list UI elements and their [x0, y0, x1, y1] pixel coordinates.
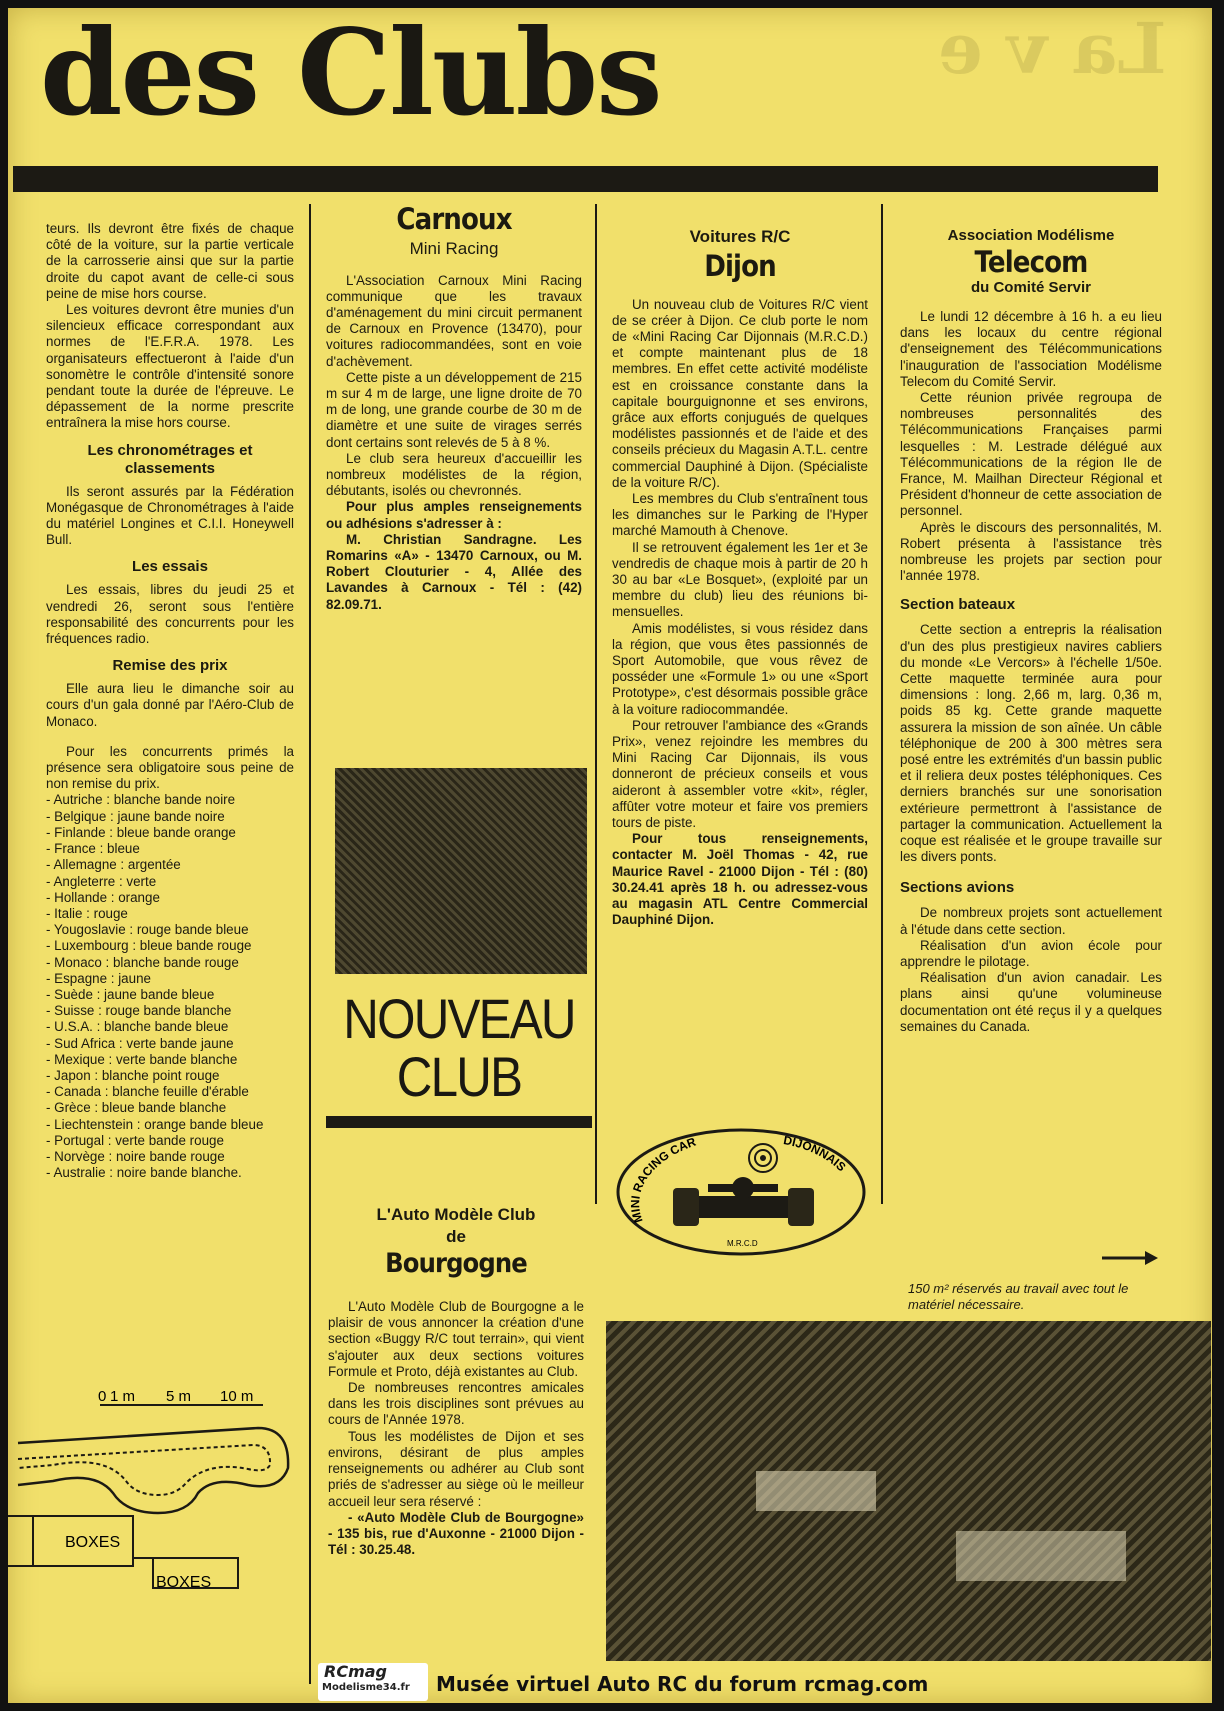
bleed-through-title: La v e [938, 8, 1167, 90]
section-heading-avions: Sections avions [900, 879, 1015, 897]
logo-line-2: Modelisme34.fr [322, 1682, 410, 1693]
country-colors-list [46, 792, 294, 1181]
column-rule-1 [309, 204, 311, 1684]
club-pre-title: L'Auto Modèle Club [376, 1205, 536, 1224]
contact-address: Pour tous renseignements, contacter M. Joël Thomas - 42, rue Maurice Ravel - 21000 Dijon - Tél : (80) 30.24.41 après 18 h. ou adressez-vous au magasin ATL Centre Commercial Dauphiné Dijon. [612, 831, 868, 928]
paragraph: Cette réunion privée regroupa de nombreuses personnalités des Télécommunications Françaises parmi lesquelles : M. Lestrade délégué aux Télécommunications de la région Ile de France, M. Mailhan Directeur Régional et Président d'honneur de cette association de personnel. [900, 389, 1162, 519]
list-item: - Espagne : jaune [46, 970, 151, 986]
paragraph: Il se retrouvent également les 1er et 3e vendredis de chaque mois à partir de 20 h 30 au bar «Le Bosquet», (exploité par un membre du club) lieu des réunions bi-mensuelles. [612, 539, 868, 620]
list-item: - Liechtenstein : orange bande bleue [46, 1116, 264, 1132]
nouveau-club-bar [326, 1116, 592, 1128]
paragraph: teurs. Ils devront être fixés de chaque côté de la voiture, sur la partie verticale de la carrosserie ainsi que sur la partie droite du capot avant de celle-ci sous peine de mise hors course. [46, 221, 294, 301]
column-bourgogne [328, 1206, 584, 1558]
magazine-page [8, 8, 1212, 1703]
list-item: - Canada : blanche feuille d'érable [46, 1084, 249, 1100]
list-item: - Autriche : blanche bande noire [46, 792, 236, 808]
list-item: - Australie : noire bande blanche. [46, 1165, 242, 1181]
club-subtitle: Mini Racing [409, 238, 499, 258]
list-item: - Mexique : verte bande blanche [46, 1051, 238, 1067]
list-item: - Suisse : rouge bande blanche [46, 1003, 232, 1019]
paragraph: Tous les modélistes de Dijon et ses environs, désirant de plus amples renseignements ou adhérer au Club sont priés de s'adresser au siège où le meilleur accueil leur sera réservé : [328, 1428, 584, 1509]
paragraph: Elle aura lieu le dimanche soir au cours d'un gala donné par l'Aéro-Club de Monaco. [46, 681, 294, 729]
paragraph: Après le discours des personnalités, M. Robert présenta à l'assistance très nombreuse les projets par section pour l'année 1978. [900, 519, 1162, 584]
list-item: - France : bleue [46, 841, 140, 857]
section-heading-chrono: Les chronométrages et classements [87, 441, 253, 477]
logo-text-bottom: M.R.C.D [727, 1239, 758, 1248]
paragraph: Le lundi 12 décembre à 16 h. a eu lieu dans les locaux du centre régional d'enseignement des Télécommunications l'inauguration de l'association Modélisme Telecom du Comité Servir. [900, 308, 1162, 389]
column-rule-2 [595, 204, 597, 1204]
footer-text: Musée virtuel Auto RC du forum rcmag.com [436, 1672, 929, 1696]
scale-label: 1 m [110, 1388, 136, 1405]
list-item: - Norvège : noire bande rouge [46, 1148, 225, 1164]
track-plan [8, 1373, 308, 1673]
page-title: des Clubs [40, 8, 661, 142]
nouveau-text: NOUVEAU [343, 987, 575, 1050]
logo-text-top: MINI RACING CAR [628, 1134, 698, 1225]
contact-address: - «Auto Modèle Club de Bourgogne» - 135 bis, rue d'Auxonne - 21000 Dijon - Tél : 30.25.48. [328, 1509, 584, 1558]
paragraph: L'Auto Modèle Club de Bourgogne a le plaisir de vous annoncer la création d'une section «Buggy R/C tout terrain», qui vient s'ajouter aux deux sections voitures Formule et Proto, déjà existantes au Club. [328, 1299, 584, 1379]
list-item: - Allemagne : argentée [46, 857, 181, 873]
list-item: - Angleterre : verte [46, 873, 157, 889]
workshop-photo [606, 1321, 1211, 1661]
paragraph: Le club sera heureux d'accueillir les nombreux modélistes de la région, débutants, isolés ou chevronnés. [326, 450, 582, 499]
race-car-icon [673, 1177, 814, 1226]
boxes-label: BOXES [65, 1534, 121, 1551]
paragraph: Un nouveau club de Voitures R/C vient de se créer à Dijon. Ce club porte le nom de «Mini Racing Car Dijonnais (M.R.C.D.) et compte maintenant plus de 18 membres. En effet cette activité modéliste est en croissance constante dans la capitale bourguignonne et ses environs, grâce aux efforts conjugués de quelques modélistes passionnés et de l'aide et des conseils précieux du Magasin A.T.L. centre commercial Dauphiné à Dijon. (Spécialiste de la voiture R/C). [612, 296, 868, 490]
list-item: - Portugal : verte bande rouge [46, 1132, 224, 1148]
mrcd-logo [613, 1126, 868, 1256]
list-item: - Monaco : blanche bande rouge [46, 954, 239, 970]
list-item: - Belgique : jaune bande noire [46, 808, 225, 824]
target-dot-icon [760, 1155, 766, 1161]
paragraph: L'Association Carnoux Mini Racing communique que les travaux d'aménagement du mini circuit permanent de Carnoux en Provence (13470), pour voitures radiocommandées, sont en voie d'achèvement. [326, 272, 582, 369]
logo-line-1: RCmag [324, 1662, 387, 1681]
column-efra-rules [46, 221, 294, 1181]
list-item: - Hollande : orange [46, 889, 160, 905]
paragraph: Pour les concurrents primés la présence sera obligatoire sous peine de non remise du prix. [46, 743, 294, 792]
club-subtitle: du Comité Servir [970, 279, 1092, 297]
section-heading-bateaux: Section bateaux [900, 596, 1016, 614]
club-title-carnoux: Carnoux [396, 202, 512, 236]
list-item: - Sud Africa : verte bande jaune [46, 1035, 234, 1051]
track-outline-inner [18, 1445, 270, 1495]
crowd-photo [335, 768, 587, 974]
list-item: - Italie : rouge [46, 905, 128, 921]
club-pre-title: Voitures R/C [689, 227, 791, 246]
contact-heading: Pour plus amples renseignements ou adhésions s'adresser à : [326, 499, 582, 531]
column-rule-3 [881, 204, 883, 1204]
club-title-dijon: Dijon [704, 248, 776, 283]
list-item: - Yougoslavie : rouge bande bleue [46, 922, 249, 938]
logo-text-right: DIJONNAIS [782, 1133, 849, 1175]
track-outline-outer [18, 1428, 288, 1513]
arrow-right-icon [1100, 1248, 1160, 1268]
model-ship [756, 1471, 876, 1511]
list-item: - U.S.A. : blanche bande bleue [46, 1019, 229, 1035]
list-item: - Finlande : bleue bande orange [46, 824, 236, 840]
column-dijon [612, 228, 868, 929]
paragraph: De nombreux projets sont actuellement à l'étude dans cette section. [900, 905, 1162, 937]
paragraph: Les voitures devront être munies d'un silencieux efficace correspondant aux normes de l'E.F.R.A. 1978. Les organisateurs effectueront à l'aide d'un sonomètre le contrôle d'intensité sonore pendant toute la durée de l'épreuve. Le dépassement de la norme prescrite entraînera la mise hors course. [46, 302, 294, 431]
list-item: - Luxembourg : bleue bande rouge [46, 938, 252, 954]
paragraph: De nombreuses rencontres amicales dans les trois disciplines sont prévues au cours de l'Année 1978. [328, 1380, 584, 1428]
list-item: - Suède : jaune bande bleue [46, 986, 215, 1002]
paragraph: Amis modélistes, si vous résidez dans la région, que vous êtes passionnés de Sport Automobile, que vous rêvez de posséder une «Formule 1» ou une «Sport Prototype», c'est désormais possible grâce à la voiture radiocommandée. [612, 620, 868, 717]
title-band [13, 166, 1158, 192]
scale-label: 0 [98, 1388, 107, 1405]
list-item: - Japon : blanche point rouge [46, 1067, 220, 1083]
model-ship [956, 1531, 1126, 1581]
column-carnoux [326, 204, 582, 613]
section-heading-remise: Remise des prix [112, 657, 228, 675]
club-de: de [446, 1226, 466, 1246]
list-item: - Grèce : bleue bande blanche [46, 1100, 227, 1116]
club-text: CLUB [396, 1045, 522, 1108]
rcmag-logo [318, 1663, 428, 1701]
paragraph: Réalisation d'un avion école pour apprendre le pilotage. [900, 937, 1162, 969]
scale-label: 10 m [220, 1388, 254, 1405]
paragraph: Les essais, libres du jeudi 25 et vendredi 26, seront sous l'entière responsabilité des concurrents pour les fréquences radio. [46, 582, 294, 647]
club-title-bourgogne: Bourgogne [385, 1248, 527, 1280]
scale-label: 5 m [166, 1388, 192, 1405]
column-telecom [900, 228, 1162, 1035]
contact-address: M. Christian Sandragne. Les Romarins «A» - 13470 Carnoux, ou M. Robert Clouturier - 4, Allée des Lavandes à Carnoux - Tél : (42) 82.09.71. [326, 531, 582, 612]
paragraph: Ils seront assurés par la Fédération Monégasque de Chronométrages à l'aide du matériel Longines et C.I.I. Honeywell Bull. [46, 483, 294, 548]
club-title-telecom: Telecom [974, 244, 1088, 279]
paragraph: Pour retrouver l'ambiance des «Grands Prix», venez rejoindre les membres du Mini Racing Car Dijonnais, ils vous donneront de précieux conseils et vous aideront à assembler votre «kit», régler, affûter votre moteur et faire vos premiers tours de piste. [612, 717, 868, 831]
photo-caption: 150 m² réservés au travail avec tout le matériel nécessaire. [908, 1281, 1129, 1312]
paragraph: Cette section a entrepris la réalisation d'un des plus prestigieux navires cabliers du monde «Le Vercors» à l'échelle 1/50e. Cette maquette terminée aura pour dimensions : long. 2,66 m, larg. 0,36 m, poids 85 kg. Cette grande maquette assurera la mission de son aînée. Un câble téléphonique de 200 à 300 mètres sera posé entre les extrémités d'un bassin public et il reliera deux postes téléphoniques. Ces derniers branchés sur une sonorisation extérieure permettront à l'assistance de partager la communication. Actuellement la coque est réalisée et le groupe travaille sur les divers ponts. [900, 622, 1162, 865]
section-heading-essais: Les essais [132, 558, 208, 576]
nouveau-club-graphic [326, 987, 592, 1128]
club-pre-title: Association Modélisme [947, 227, 1115, 244]
boxes-label: BOXES [156, 1574, 212, 1591]
paragraph: Les membres du Club s'entraînent tous les dimanches sur le Parking de l'Hyper marché Mamouth à Chenove. [612, 491, 868, 539]
paragraph: Réalisation d'un avion canadair. Les plans ainsi qu'une volumineuse documentation ont été reçus il y a quelques semaines du Canada. [900, 970, 1162, 1034]
boxes-edge [8, 1516, 33, 1566]
paragraph: Cette piste a un développement de 215 m sur 4 m de large, une ligne droite de 70 m de long, une grande courbe de 30 m de diamètre et une suite de virages serrés dont certains sont relevés de 5 à 8 %. [326, 369, 582, 450]
